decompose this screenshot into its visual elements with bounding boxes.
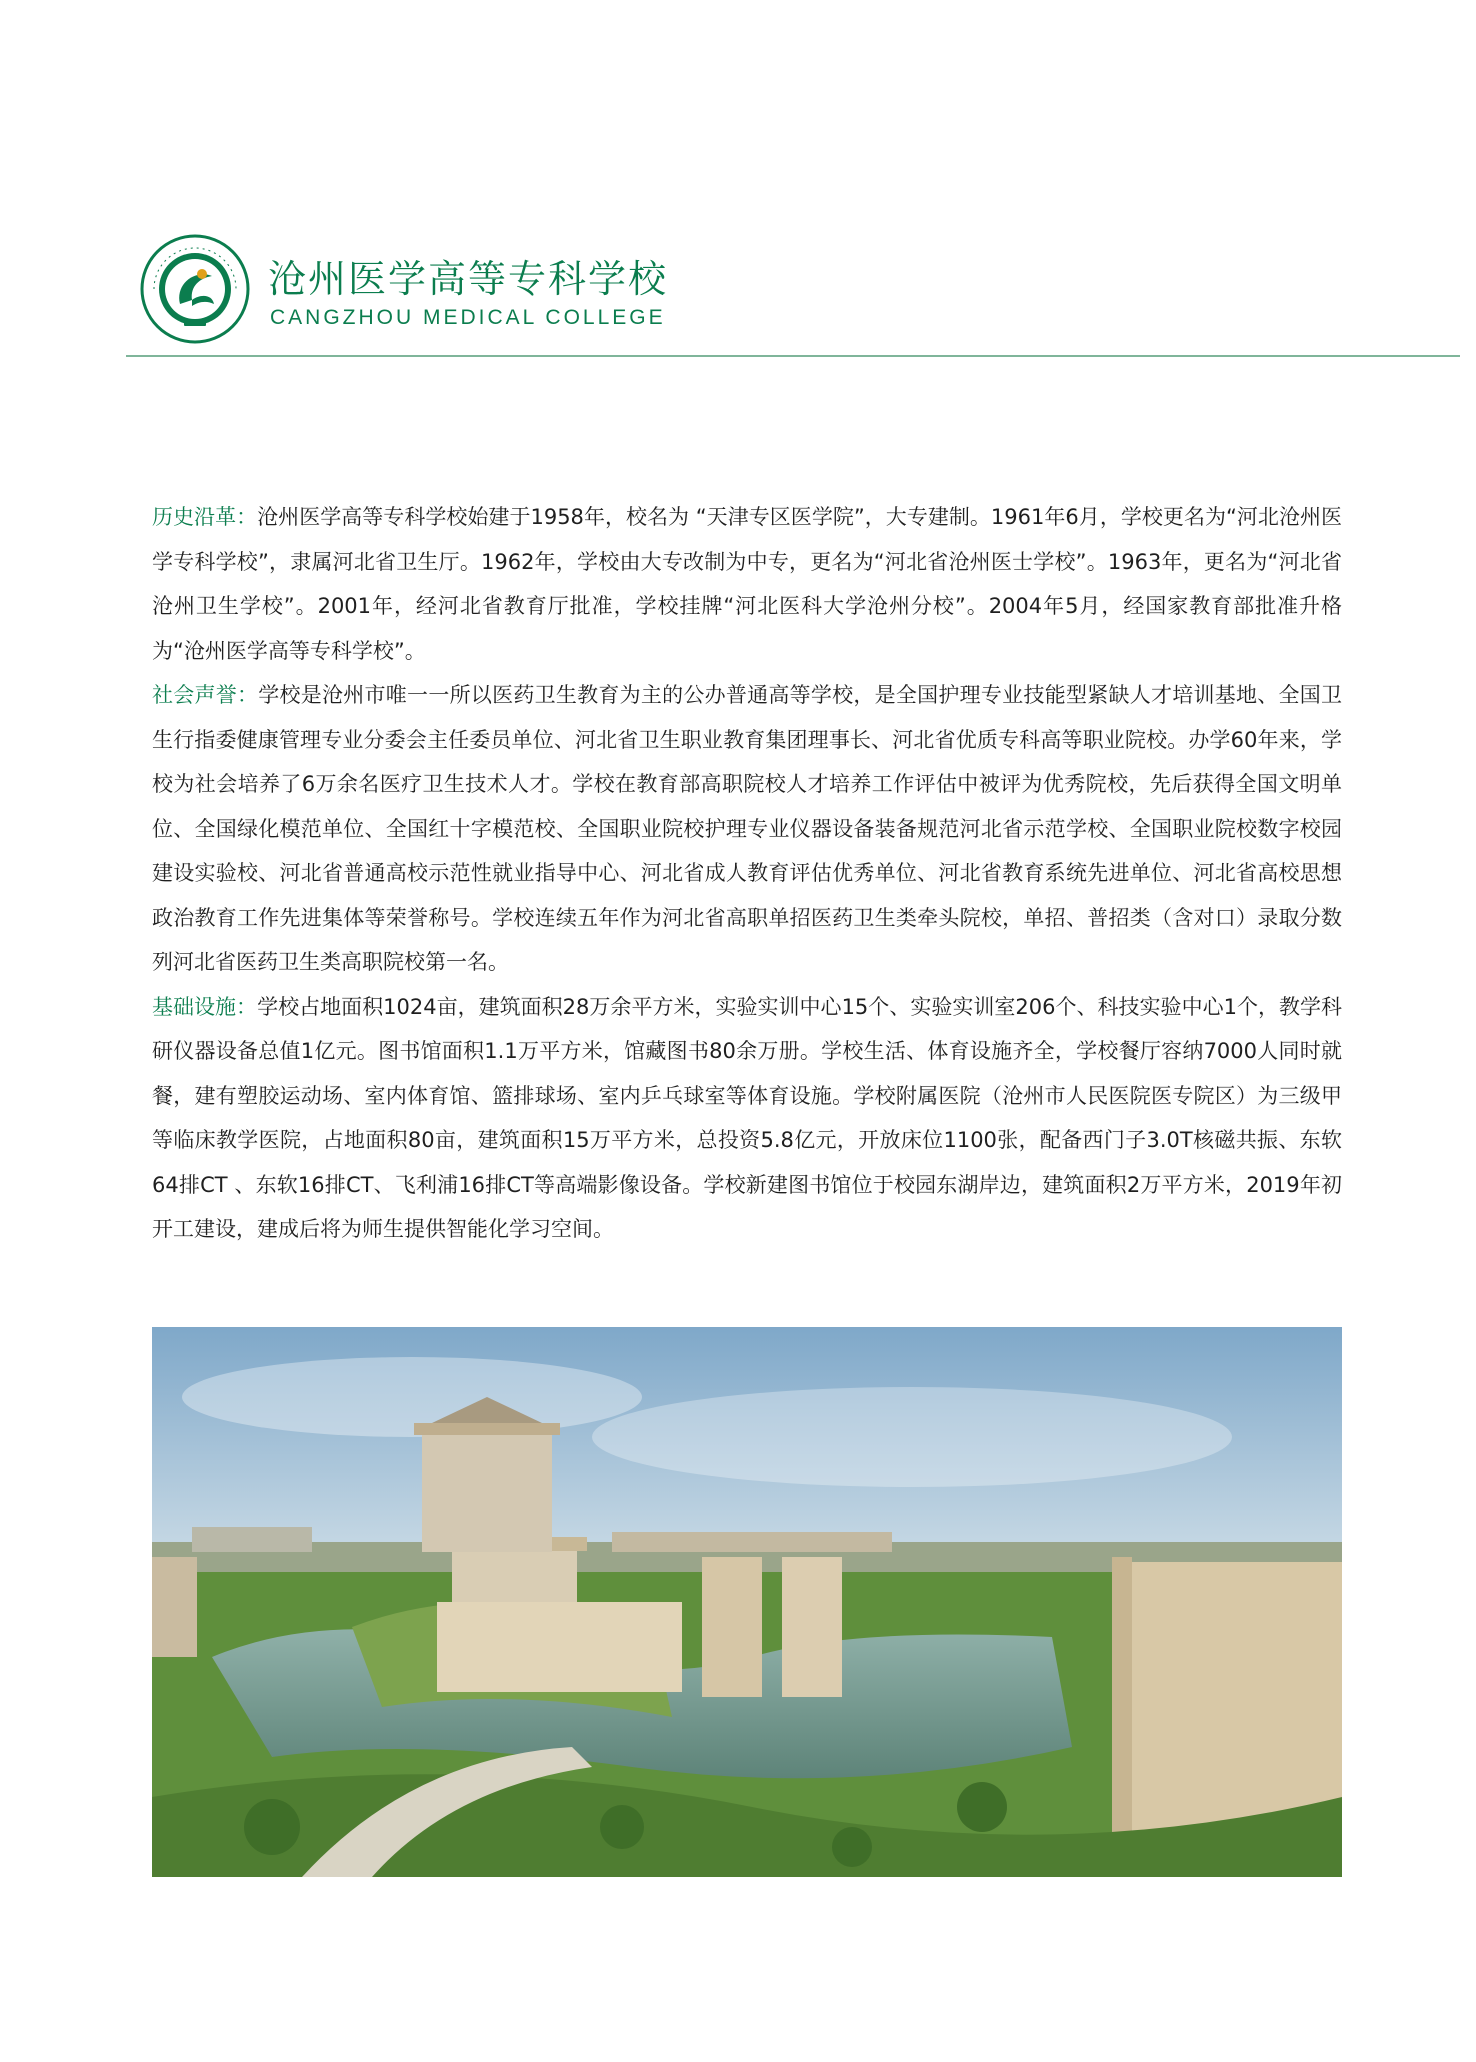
section-history xyxy=(152,495,1342,673)
header xyxy=(140,228,680,348)
section-facilities xyxy=(152,985,1342,1252)
section-label: 社会声誉： xyxy=(152,683,259,707)
college-logo xyxy=(140,234,250,344)
section-label: 历史沿革： xyxy=(152,505,258,529)
introduction-text xyxy=(152,495,1342,1252)
section-label: 基础设施： xyxy=(152,994,258,1019)
college-name-chinese: 沧州医学高等专科学校 xyxy=(268,257,669,301)
header-divider xyxy=(126,355,1460,357)
college-name-english: CANGZHOU MEDICAL COLLEGE xyxy=(270,306,666,329)
section-body: 学校是沧州市唯一一所以医药卫生教育为主的公办普通高等学校，是全国护理专业技能型紧缺人才培训基地、全国卫生行指委健康管理专业分委会主任委员单位、河北省卫生职业教育集团理事长、河北省优质专科高等职业院校。办学60年来，学校为社会培养了6万余名医疗卫生技术人才。学校在教育部高职院校人才培养工作评估中被评为优秀院校，先后获得全国文明单位、全国绿化模范单位、全国红十字模范校、全国职业院校护理专业仪器设备装备规范河北省示范学校、全国职业院校数字校园建设实验校、河北省普通高校示范性就业指导中心、河北省成人教育评估优秀单位、河北省教育系统先进单位、河北省高校思想政治教育工作先进集体等荣誉称号。学校连续五年作为河北省高职单招医药卫生类牵头院校，单招、普招类（含对口）录取分数列河北省医药卫生类高职院校第一名。 xyxy=(152,683,1343,974)
campus-aerial-photo xyxy=(152,1327,1342,1877)
section-reputation xyxy=(152,673,1342,985)
section-body: 沧州医学高等专科学校始建于1958年，校名为 “天津专区医学院”，大专建制。1961年6月，学校更名为“河北沧州医学专科学校”，隶属河北省卫生厅。1962年，学校由大专改制为中专，更名为“河北省沧州医士学校”。1963年，更名为“河北省沧州卫生学校”。2001年，经河北省教育厅批准，学校挂牌“河北医科大学沧州分校”。2004年5月，经国家教育部批准升格为“沧州医学高等专科学校”。 xyxy=(152,505,1343,663)
section-body: 学校占地面积1024亩，建筑面积28万余平方米，实验实训中心15个、实验实训室206个、科技实验中心1个，教学科研仪器设备总值1亿元。图书馆面积1.1万平方米，馆藏图书80余万册。学校生活、体育设施齐全，学校餐厅容纳7000人同时就餐，建有塑胶运动场、室内体育馆、篮排球场、室内乒乓球室等体育设施。学校附属医院（沧州市人民医院医专院区）为三级甲等临床教学医院，占地面积80亩，建筑面积15万平方米，总投资5.8亿元，开放床位1100张，配备西门子3.0T核磁共振、东软64排CT 、东软16排CT、飞利浦16排CT等高端影像设备。学校新建图书馆位于校园东湖岸边，建筑面积2万平方米，2019年初开工建设，建成后将为师生提供智能化学习空间。 xyxy=(152,994,1343,1241)
